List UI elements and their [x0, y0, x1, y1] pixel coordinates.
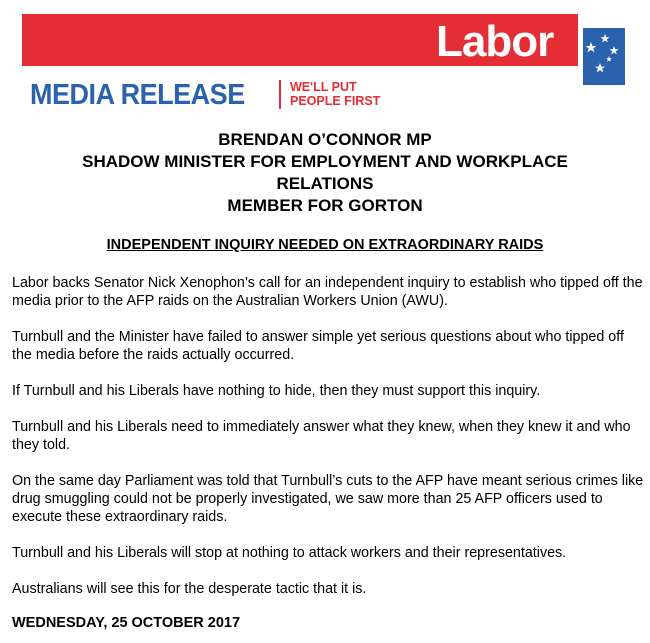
southern-cross-flag-icon [583, 28, 625, 85]
speaker-role-line-2: RELATIONS [276, 174, 374, 193]
paragraph: Turnbull and the Minister have failed to answer simple yet serious questions about who tipped off the media before the raids actually occurred. [12, 329, 624, 363]
release-date: WEDNESDAY, 25 OCTOBER 2017 [12, 615, 241, 631]
speaker-name: BRENDAN O’CONNOR MP [218, 130, 432, 149]
tagline-line-1: WE'LL PUT [290, 80, 357, 94]
release-headline: INDEPENDENT INQUIRY NEEDED ON EXTRAORDINARY RAIDS [106, 237, 544, 253]
paragraph: Labor backs Senator Nick Xenophon’s call for an independent inquiry to establish who tipped off the media prior to the AFP raids on the Australian Workers Union (AWU). [12, 275, 643, 309]
labor-logo-text: Labor [436, 17, 554, 66]
tagline [290, 80, 380, 108]
paragraph: Turnbull and his Liberals need to immediately answer what they knew, when they knew it and who they told. [12, 419, 631, 453]
paragraph: On the same day Parliament was told that Turnbull’s cuts to the AFP have meant serious crimes like drug smuggling could not be properly investigated, we saw more than 25 AFP officers used to execute these extraordinary raids. [12, 473, 644, 525]
tagline-divider [279, 80, 281, 109]
speaker-role-line-1: SHADOW MINISTER FOR EMPLOYMENT AND WORKPLACE [82, 152, 568, 171]
title-block [0, 129, 650, 217]
paragraph: Turnbull and his Liberals will stop at nothing to attack workers and their representatives. [12, 545, 567, 561]
media-release-heading: MEDIA RELEASE [30, 79, 245, 111]
paragraph: If Turnbull and his Liberals have nothing to hide, then they must support this inquiry. [12, 383, 541, 399]
paragraph: Australians will see this for the desperate tactic that it is. [12, 581, 367, 597]
release-body [12, 274, 644, 616]
tagline-line-2: PEOPLE FIRST [290, 94, 381, 108]
speaker-electorate: MEMBER FOR GORTON [227, 196, 423, 215]
